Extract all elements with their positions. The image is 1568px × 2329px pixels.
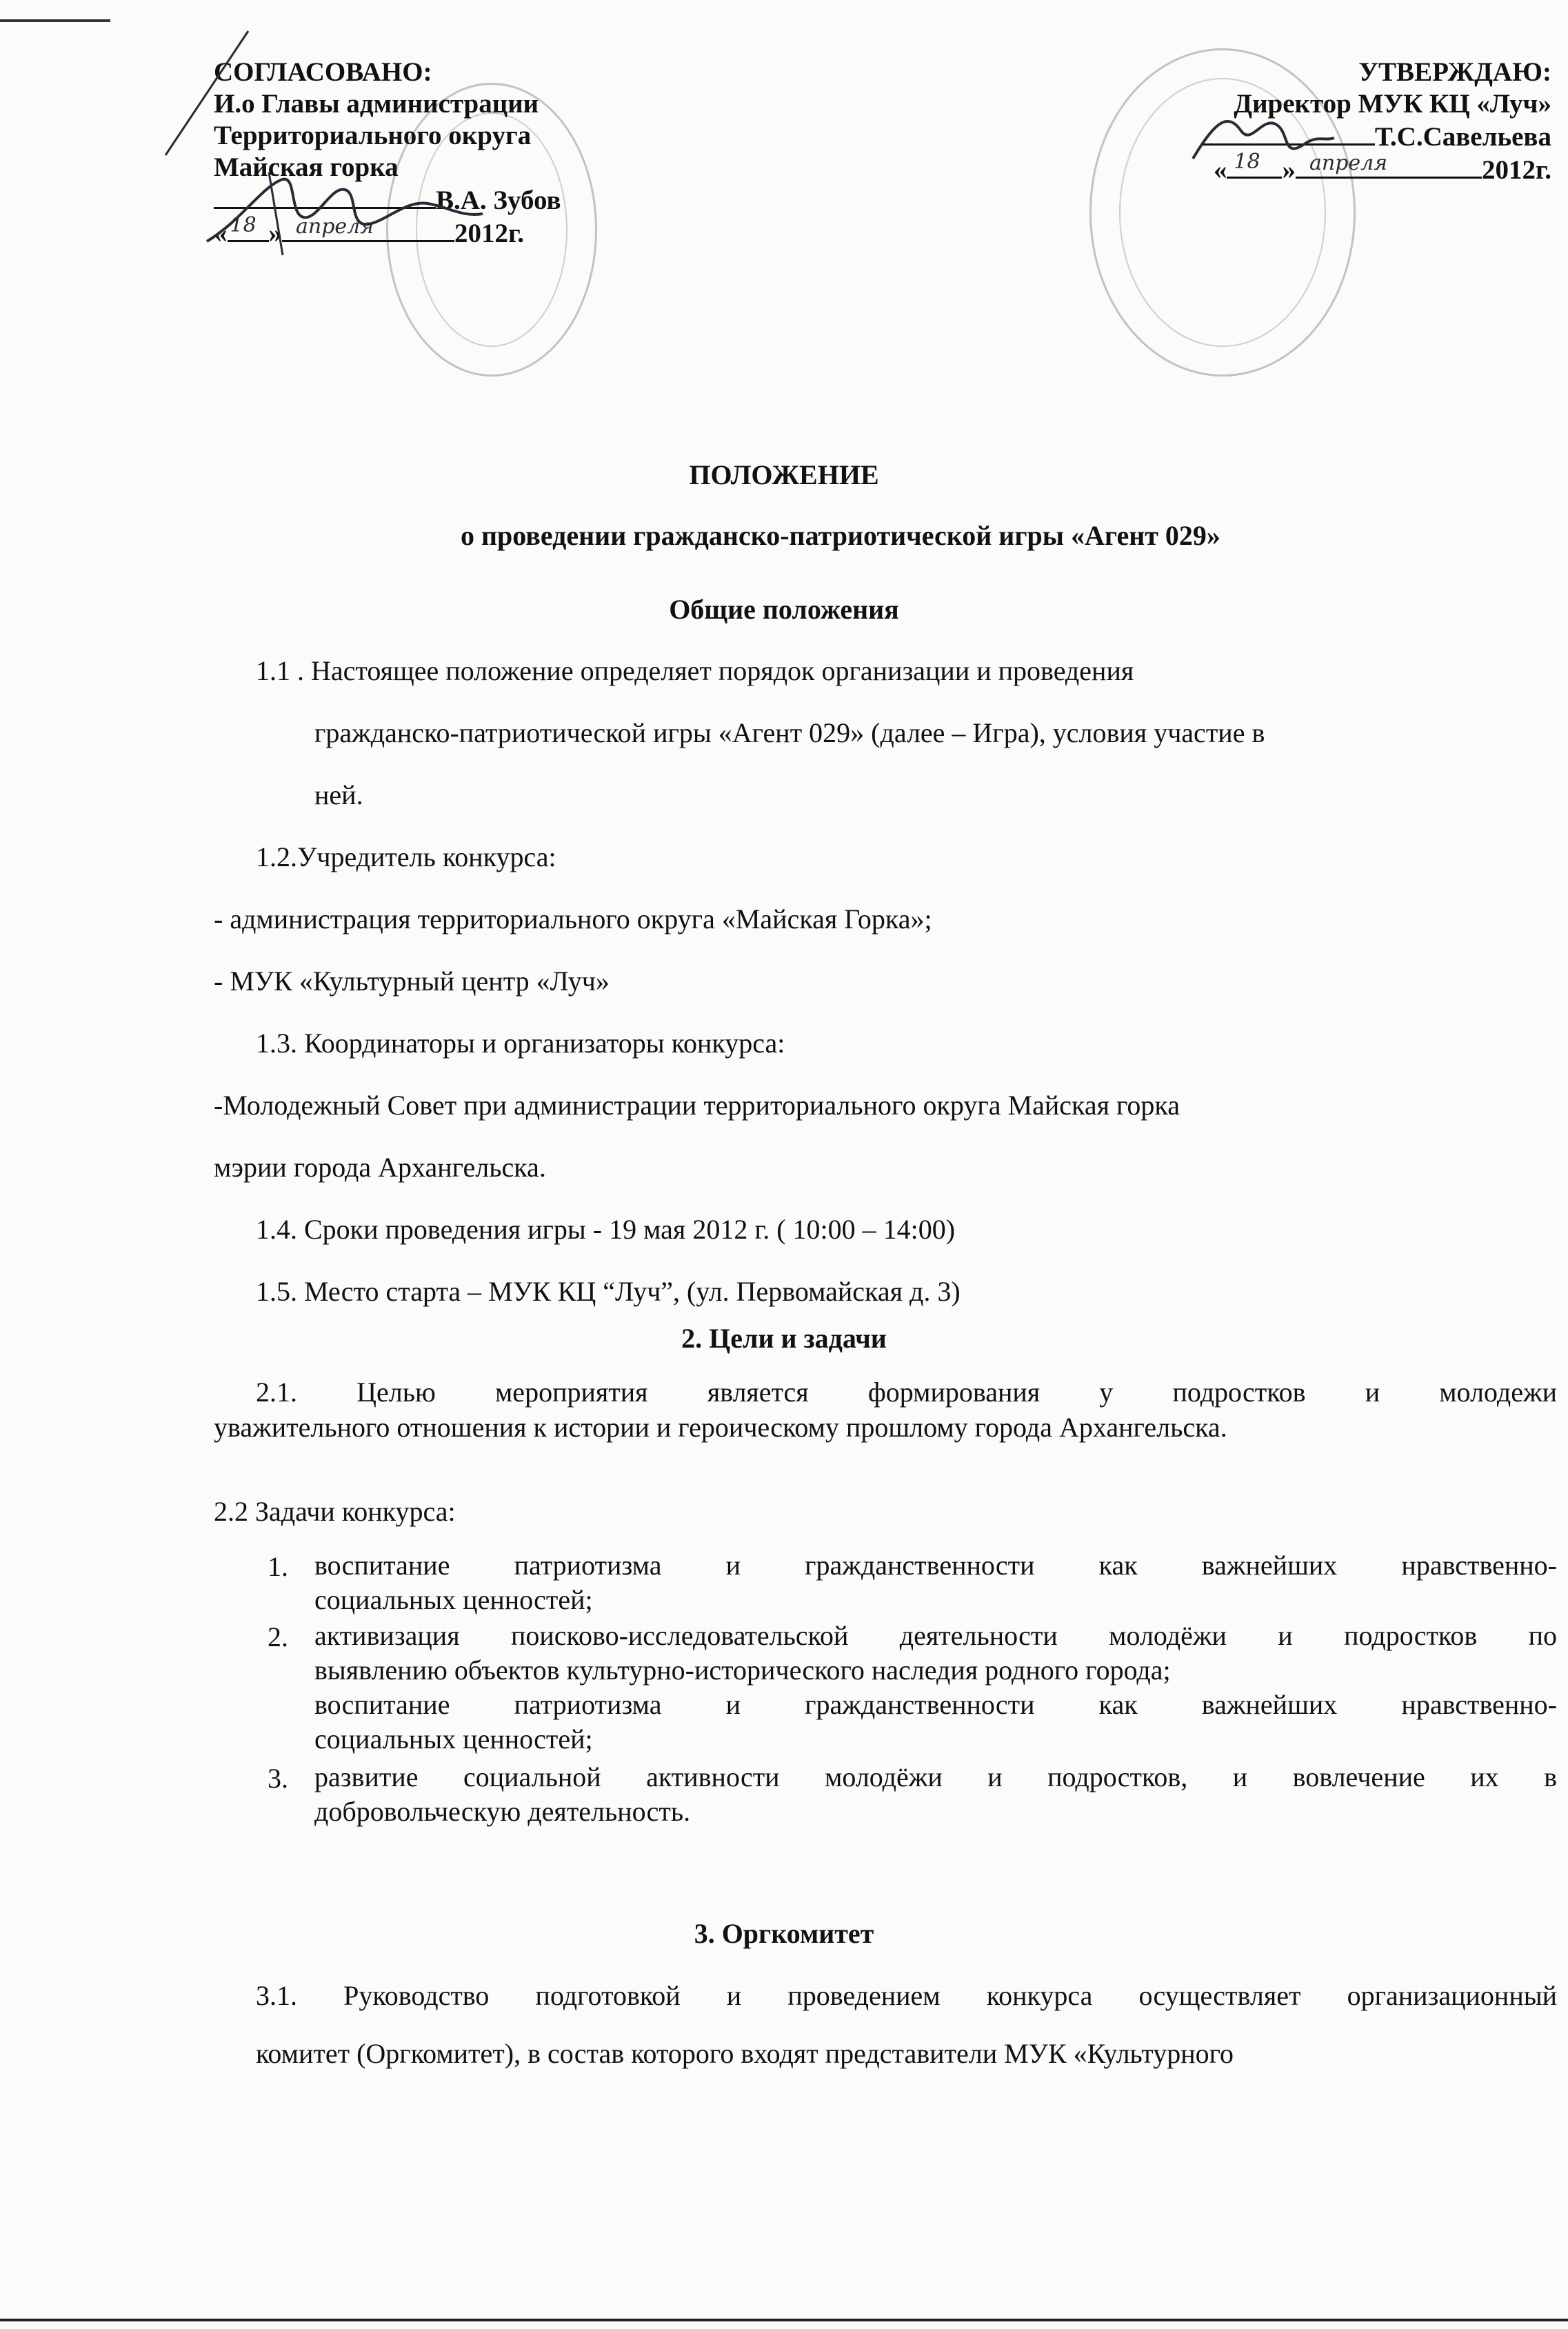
paragraph-1-3: 1.3. Координаторы и организаторы конкурса: <box>256 1028 785 1059</box>
approval-left-name: В.А. Зубов <box>436 186 561 215</box>
left-handwritten-signature <box>200 159 490 262</box>
right-handwritten-signature <box>1186 103 1338 179</box>
paragraph-1-5: 1.5. Место старта – МУК КЦ “Луч”, (ул. Первомайская д. 3) <box>256 1276 961 1307</box>
approval-left-date-day: 18 <box>230 213 257 237</box>
scan-bottom-edge <box>0 2319 1568 2321</box>
section-1-heading: Общие положения <box>669 594 899 625</box>
task-1-number: 1. <box>268 1551 288 1582</box>
task-1-line-1: воспитание патриотизма и гражданственности как важнейших нравственно- <box>314 1550 1557 1581</box>
task-2-line-2: выявлению объектов культурно-исторического наследия родного города; <box>314 1655 1171 1686</box>
paragraph-1-2: 1.2.Учредитель конкурса: <box>256 841 556 872</box>
founder-item-2: - МУК «Культурный центр «Луч» <box>214 966 610 997</box>
approval-right-position: Директор МУК КЦ «Луч» <box>1234 89 1551 119</box>
task-3-line-1: развитие социальной активности молодёжи и подростков, и вовлечение их в <box>314 1761 1557 1792</box>
coordinator-item-line-1: -Молодежный Совет при администрации территориального округа Майская горка <box>214 1090 1180 1121</box>
task-2-line-1: активизация поисково-исследовательской деятельности молодёжи и подростков по <box>314 1620 1557 1651</box>
paragraph-2-2: 2.2 Задачи конкурса: <box>214 1496 456 1527</box>
paragraph-3-1-line-1: 3.1. Руководство подготовкой и проведением конкурса осуществляет организационный <box>256 1980 1557 2011</box>
approval-left-date: « 18 » апреля 2012г. <box>214 217 655 250</box>
approval-left-position-1: И.о Главы администрации <box>214 89 539 119</box>
document-subtitle: о проведении гражданско-патриотической игры «Агент 029» <box>461 520 1220 551</box>
paragraph-1-1-line-1: 1.1 . Настоящее положение определяет порядок организации и проведения <box>256 655 1134 686</box>
task-3-number: 3. <box>268 1763 288 1794</box>
approval-right-name: Т.С.Савельева <box>1374 122 1551 152</box>
task-2-number: 2. <box>268 1621 288 1652</box>
approval-right-date: « 18 » апреля 2012г. <box>1069 153 1551 186</box>
section-3-heading: 3. Оргкомитет <box>694 1918 874 1949</box>
approval-right-heading: УТВЕРЖДАЮ: <box>1358 57 1551 87</box>
paragraph-2-1-line-2: уважительного отношения к истории и героическому прошлому города Архангельска. <box>214 1412 1227 1443</box>
task-2-line-3: воспитание патриотизма и гражданственности как важнейших нравственно- <box>314 1689 1557 1720</box>
paragraph-2-1-line-1: 2.1. Целью мероприятия является формирования у подростков и молодежи <box>256 1377 1557 1408</box>
task-1-line-2: социальных ценностей; <box>314 1584 593 1615</box>
top-left-diagonal-stroke <box>159 28 255 159</box>
document-title: ПОЛОЖЕНИЕ <box>689 459 879 490</box>
scan-edge-mark <box>0 19 110 22</box>
approval-left-position-3: Майская горка <box>214 152 399 182</box>
paragraph-1-1-line-3: ней. <box>314 779 363 810</box>
coordinator-item-line-2: мэрии города Архангельска. <box>214 1152 546 1183</box>
task-3-line-2: добровольческую деятельность. <box>314 1796 691 1827</box>
approval-left-heading: СОГЛАСОВАНО: <box>214 57 432 87</box>
approval-left-position-2: Территориального округа <box>214 121 532 150</box>
approval-right-date-month: апреля <box>1309 151 1388 175</box>
paragraph-3-1-line-2: комитет (Оргкомитет), в состав которого входят представители МУК «Культурного <box>256 2038 1234 2069</box>
founder-item-1: - администрация территориального округа «Майская Горка»; <box>214 903 932 934</box>
approval-right-date-day: 18 <box>1234 150 1260 174</box>
task-2-line-4: социальных ценностей; <box>314 1723 593 1755</box>
paragraph-1-4: 1.4. Сроки проведения игры - 19 мая 2012 г. ( 10:00 – 14:00) <box>256 1214 956 1245</box>
paragraph-1-1-line-2: гражданско-патриотической игры «Агент 029» (далее – Игра), условия участие в <box>314 717 1265 748</box>
approval-left-date-month: апреля <box>296 214 374 239</box>
section-2-heading: 2. Цели и задачи <box>681 1323 887 1354</box>
